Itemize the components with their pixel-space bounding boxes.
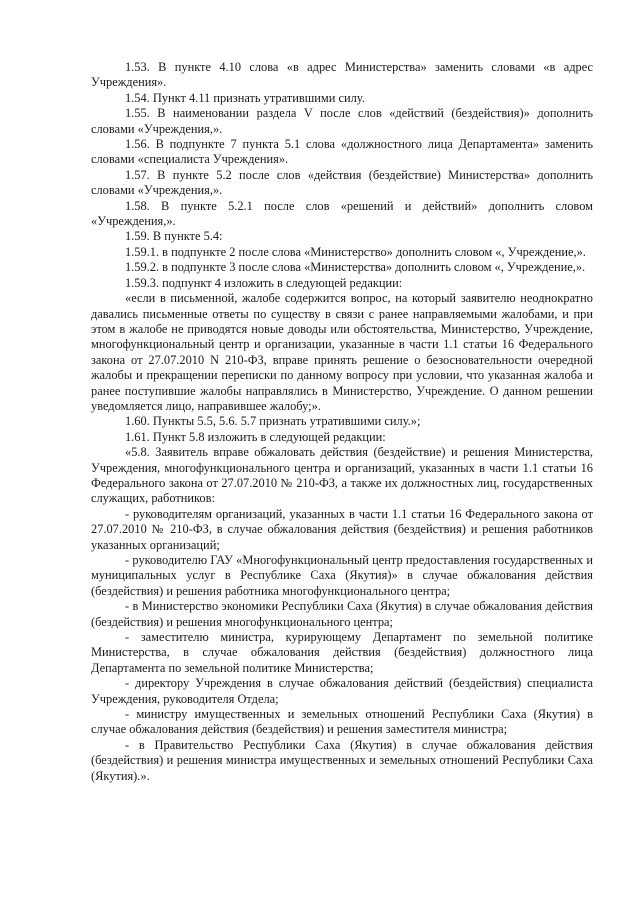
- list-item-ministry-economy: - в Министерство экономики Республики Саха (Якутия) в случае обжалования действия (бездействия) и решения многофункционального центра;: [91, 599, 593, 629]
- paragraph-1-55: 1.55. В наименовании раздела V после слов «действий (бездействия)» дополнить словами «Учреждения,».: [91, 106, 593, 136]
- paragraph-1-54: 1.54. Пункт 4.11 признать утратившими силу.: [125, 90, 365, 105]
- paragraph-1-59-3: 1.59.3. подпункт 4 изложить в следующей редакции:: [125, 275, 403, 290]
- paragraph-1-59: 1.59. В пункте 5.4:: [125, 229, 223, 244]
- paragraph-1-59-2: 1.59.2. в подпункте 3 после слова «Министерства» дополнить словом «, Учреждение,».: [125, 260, 586, 275]
- quoted-subparagraph-4: «если в письменной, жалобе содержится вопрос, на который заявителю неоднократно давались письменные ответы по существу в связи с ранее направляемыми жалобами, и при этом в жалобе не приводятся новые доводы или обстоятельства, Министерство, Учреждение, многофункциональный центр и организации, указанные в части 1.1 статьи 16 Федерального закона от 27.07.2010 N 210-ФЗ, вправе принять решение о безосновательности очередной жалобы и прекращении переписки по данному вопросу при условии, что указанная жалоба и ранее поступившие жалобы направлялись в Министерство, Учреждение. О данном решении уведомляется лицо, направившее жалобу;».: [91, 291, 593, 413]
- list-item-government: - в Правительство Республики Саха (Якутия) в случае обжалования действия (бездействия) и решения министра имущественных и земельных отношений Республики Саха (Якутия).».: [91, 737, 593, 783]
- list-item-deputy-minister: - заместителю министра, курирующему Департамент по земельной политике Министерства, в случае обжалования действия (бездействия) должностного лица Департамента по земельной политике Министерства;: [91, 630, 593, 675]
- list-item-organizations: - руководителям организаций, указанных в части 1.1 статьи 16 Федерального закона от 27.07.2010 № 210-ФЗ, в случае обжалования действия (бездействия) и решения работников указанных организаций;: [91, 506, 593, 552]
- paragraph-1-57: 1.57. В пункте 5.2 после слов «действия (бездействие) Министерства» дополнить словами «Учреждения,».: [91, 167, 593, 198]
- quoted-paragraph-5-8: «5.8. Заявитель вправе обжаловать действия (бездействие) и решения Министерства, Учреждения, многофункционального центра и организаций, указанных в части 1.1 статьи 16 Федерального закона от 27.07.2010 № 210-ФЗ, а также их должностных лиц, государственных служащих, работников:: [91, 445, 593, 506]
- paragraph-1-56: 1.56. В подпункте 7 пункта 5.1 слова «должностного лица Департамента» заменить словами «специалиста Учреждения».: [91, 137, 593, 167]
- paragraph-1-61: 1.61. Пункт 5.8 изложить в следующей редакции:: [125, 429, 386, 444]
- list-item-mfc-head: - руководителю ГАУ «Многофункциональный центр предоставления государственных и муниципальных услуг в Республике Саха (Якутия)» в случае обжалования действия (бездействия) и решения работника многофункционального центра;: [91, 553, 593, 598]
- paragraph-1-59-1: 1.59.1. в подпункте 2 после слова «Министерство» дополнить словом «, Учреждение,».: [125, 244, 586, 259]
- paragraph-1-58: 1.58. В пункте 5.2.1 после слов «решений и действий» дополнить словом «Учреждения,».: [91, 198, 593, 229]
- list-item-minister: - министру имущественных и земельных отношений Республики Саха (Якутия) в случае обжалования действия (бездействия) и решения заместителя министра;: [91, 707, 593, 737]
- document-page: [91, 60, 593, 784]
- paragraph-1-60: 1.60. Пункты 5.5, 5.6. 5.7 признать утратившими силу.»;: [125, 414, 421, 429]
- list-item-institution-director: - директору Учреждения в случае обжалования действий (бездействия) специалиста Учреждения, руководителя Отдела;: [91, 676, 593, 706]
- paragraph-1-53: 1.53. В пункте 4.10 слова «в адрес Министерства» заменить словами «в адрес Учреждения».: [91, 60, 593, 90]
